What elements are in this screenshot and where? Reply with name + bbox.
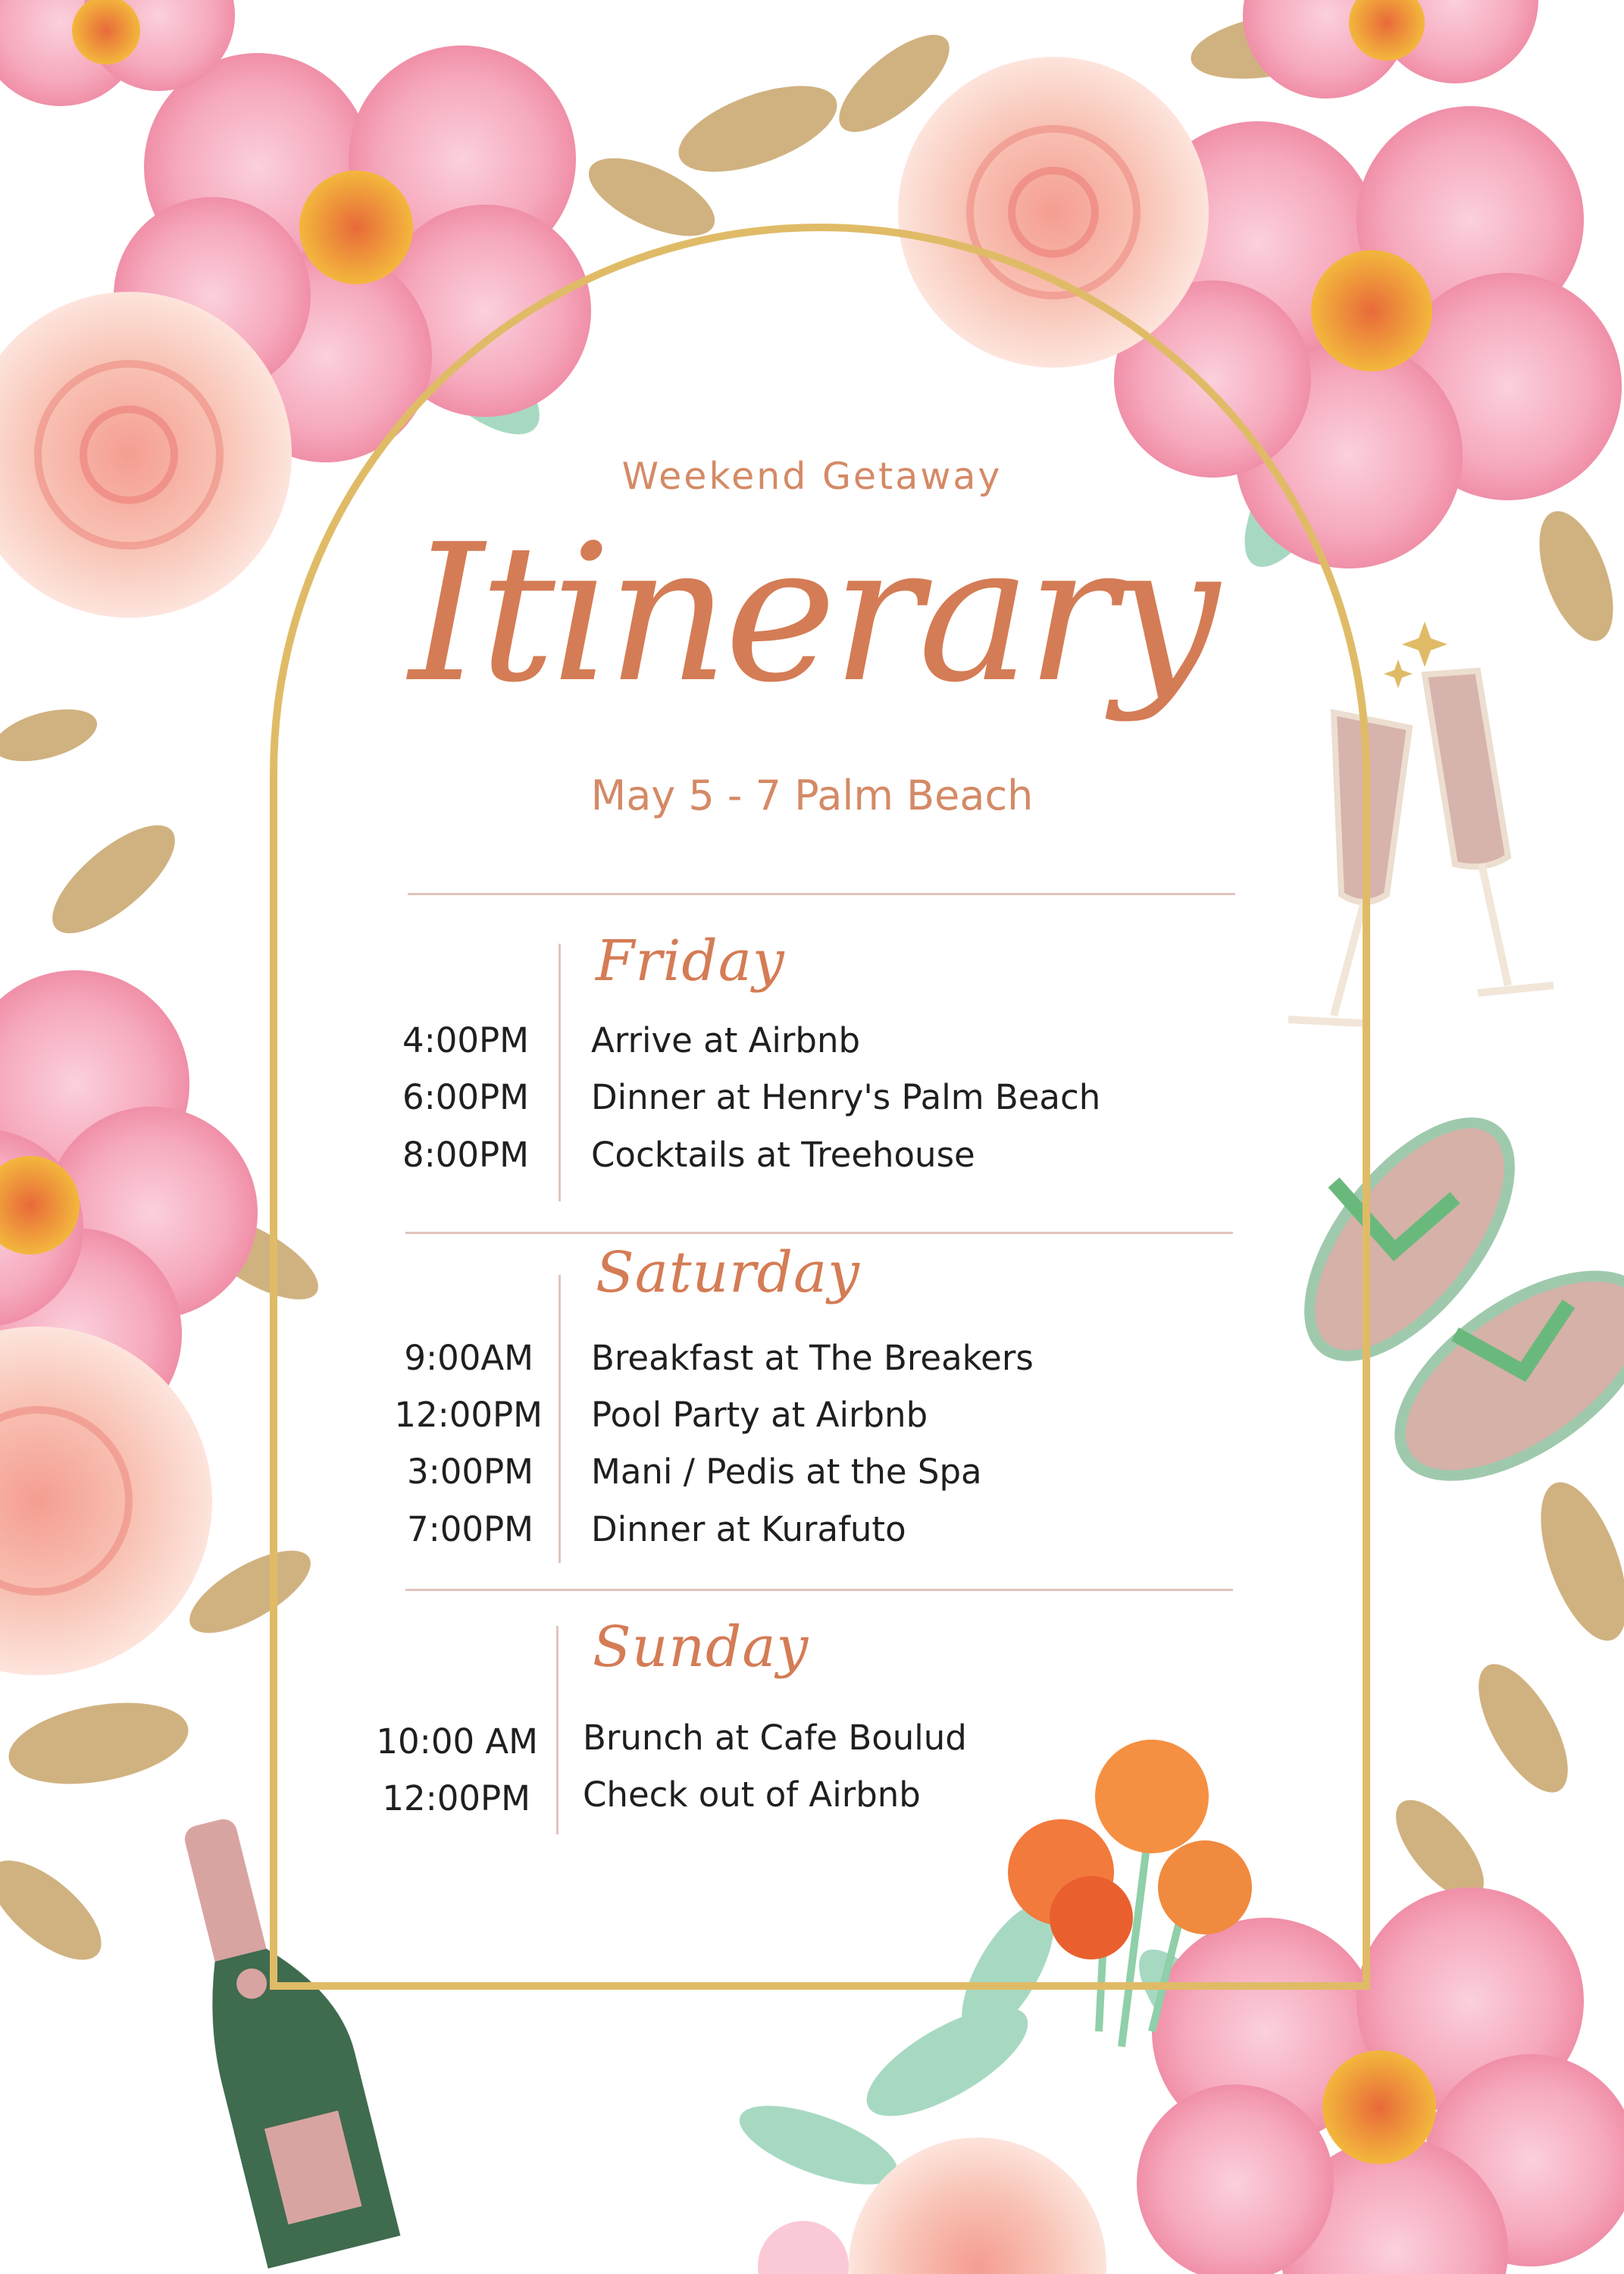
vertical-divider — [559, 1275, 561, 1563]
day-title-sunday: Sunday — [593, 1615, 809, 1680]
divider — [405, 1232, 1233, 1234]
item-time: 9:00AM — [404, 1338, 534, 1378]
vertical-divider — [556, 1626, 559, 1834]
divider — [408, 893, 1235, 895]
item-time: 4:00PM — [402, 1020, 529, 1060]
subtitle: Weekend Getaway — [621, 455, 1003, 498]
item-time: 7:00PM — [406, 1509, 534, 1549]
item-event: Cocktails at Treehouse — [591, 1135, 975, 1175]
item-time: 10:00 AM — [376, 1721, 538, 1762]
item-time: 12:00PM — [382, 1778, 530, 1818]
day-title-friday: Friday — [596, 929, 785, 994]
item-event: Dinner at Henry's Palm Beach — [591, 1077, 1101, 1117]
item-event: Pool Party at Airbnb — [591, 1395, 928, 1435]
item-event: Breakfast at The Breakers — [591, 1338, 1034, 1378]
day-title-saturday: Saturday — [596, 1240, 860, 1305]
item-time: 12:00PM — [394, 1395, 543, 1435]
item-event: Arrive at Airbnb — [591, 1020, 861, 1060]
page-title: Itinerary — [408, 503, 1216, 724]
item-event: Brunch at Cafe Boulud — [583, 1718, 967, 1758]
item-time: 3:00PM — [406, 1452, 534, 1492]
item-event: Check out of Airbnb — [583, 1774, 921, 1815]
item-time: 8:00PM — [402, 1135, 529, 1175]
divider — [405, 1589, 1233, 1591]
item-event: Dinner at Kurafuto — [591, 1509, 906, 1549]
item-time: 6:00PM — [402, 1077, 529, 1117]
vertical-divider — [559, 944, 561, 1201]
item-event: Mani / Pedis at the Spa — [591, 1452, 982, 1492]
date-location: May 5 - 7 Palm Beach — [590, 772, 1034, 819]
